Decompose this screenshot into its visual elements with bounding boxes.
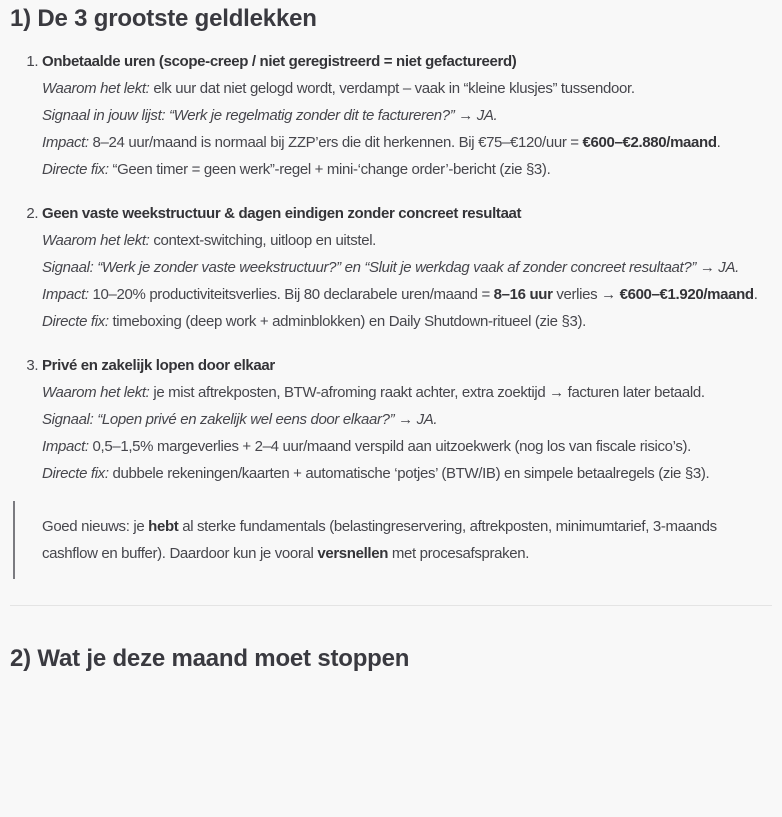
item-impact: Impact: 10–20% productiviteitsverlies. Bij 80 declarabele uren/maand = 8–16 uur verlies → €600–€1.920/maand. (42, 286, 758, 303)
callout-text: Goed nieuws: je hebt al sterke fundamentals (belastingreservering, aftrekposten, minimumtarief, 3-maands cashflow en buffer). Daardoor kun je vooral versnellen met procesafspraken. (42, 518, 717, 562)
section-1-heading: 1) De 3 grootste geldlekken (10, 5, 317, 32)
item-impact: Impact: 0,5–1,5% margeverlies + 2–4 uur/maand verspild aan uitzoekwerk (nog los van fiscale risico’s). (42, 438, 691, 455)
item-title: 3. Privé en zakelijk lopen door elkaar (42, 357, 275, 374)
item-title: 1. Onbetaalde uren (scope-creep / niet geregistreerd = niet gefactureerd) (42, 53, 517, 70)
item-why: Waarom het lekt: elk uur dat niet gelogd wordt, verdampt – vaak in “kleine klusjes” tussendoor. (42, 80, 635, 97)
item-impact: Impact: 8–24 uur/maand is normaal bij ZZP’ers die dit herkennen. Bij €75–€120/uur = €600–€2.880/maand. (42, 134, 721, 151)
section-2-heading: 2) Wat je deze maand moet stoppen (10, 645, 410, 672)
list-item-1 (42, 48, 772, 183)
item-signal: Signaal in jouw lijst: “Werk je regelmatig zonder dit te factureren?” → JA. (42, 107, 498, 124)
section-divider (10, 605, 772, 606)
item-fix: Directe fix: “Geen timer = geen werk”-regel + mini-‘change order’-bericht (zie §3). (42, 161, 551, 178)
item-signal: Signaal: “Werk je zonder vaste weekstructuur?” en “Sluit je werkdag vaak af zonder concreet resultaat?” → JA. (42, 259, 739, 276)
item-title: 2. Geen vaste weekstructuur & dagen eindigen zonder concreet resultaat (42, 205, 522, 222)
item-signal: Signaal: “Lopen privé en zakelijk wel eens door elkaar?” → JA. (42, 411, 438, 428)
good-news-callout (13, 501, 772, 579)
money-leaks-list (10, 48, 772, 487)
item-fix: Directe fix: timeboxing (deep work + adminblokken) en Daily Shutdown-ritueel (zie §3). (42, 313, 586, 330)
item-fix: Directe fix: dubbele rekeningen/kaarten + automatische ‘potjes’ (BTW/IB) en simpele betaalregels (zie §3). (42, 465, 710, 482)
list-item-3 (42, 352, 772, 487)
item-why: Waarom het lekt: context-switching, uitloop en uitstel. (42, 232, 376, 249)
list-item-2 (42, 200, 772, 335)
item-why: Waarom het lekt: je mist aftrekposten, BTW-afroming raakt achter, extra zoektijd → facturen later betaald. (42, 384, 705, 401)
